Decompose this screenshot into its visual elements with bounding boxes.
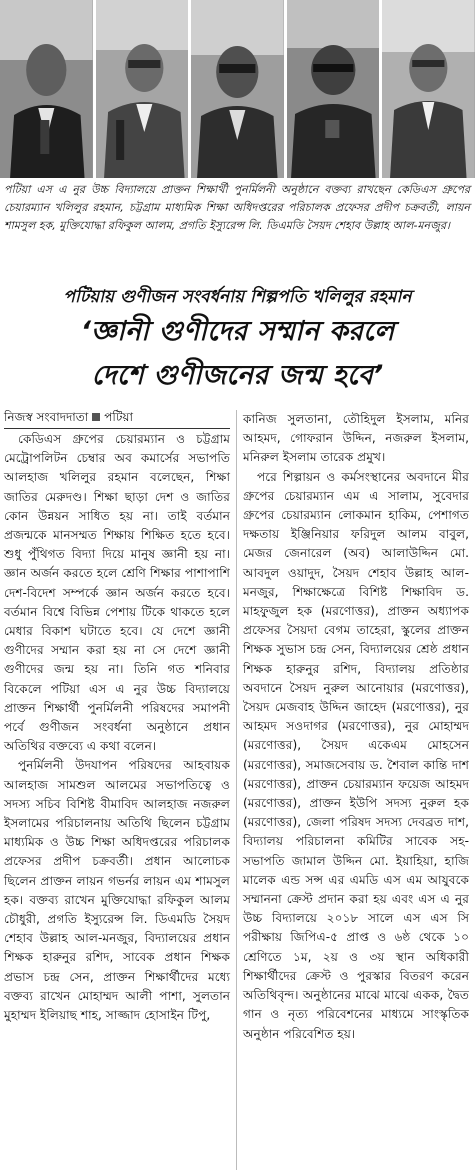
photo-speaker-2	[96, 0, 189, 178]
kicker-headline: পটিয়ায় গুণীজন সংবর্ধনায় শিল্পপতি খলিলুর রহমান	[63, 287, 412, 307]
photo-speaker-3	[191, 0, 284, 178]
article-paragraph: পুনর্মিলনী উদযাপন পরিষদের আহবায়ক আলহাজ সামশুল আলমের সভাপতিত্বে ও সদস্য সচিব বিশিষ্ট বীমাবিদ আলহাজ নজরুল ইসলামের পরিচালনায় অতিথি ছিলেন চট্টগ্রাম মাধ্যমিক ও উচ্চ শিক্ষা অধিদপ্তরের পরিচালক প্রফেসর প্রদীপ চক্রবর্তী। প্রধান আলোচক ছিলেন প্রাক্তন লায়ন গভর্নর লায়ন এম শামসুল হক। বক্তব্য রাখেন মুক্তিযোদ্ধা রফিকুল আলম চৌধুরী, প্রগতি ইস্যুরেন্স লি. ডিএমডি সৈয়দ শেহাব উল্লাহ আল-মনজুর, বিদ্যালয়ের প্রধান শিক্ষক হারুনুর রশিদ, সাবেক প্রধান শিক্ষক প্রভাস চন্দ্র সেন, প্রাক্তন শিক্ষার্থীদের মধ্যে বক্তব্য রাখেন মোহাম্মদ আলী পাশা, সুলতান মুহাম্মদ ইলিয়াছ শাহ, সাজ্জাদ হোসাইন টিপু,	[4, 758, 230, 1023]
byline-reporter: নিজস্ব সংবাদদাতা	[4, 410, 89, 424]
main-headline	[0, 310, 475, 398]
article-paragraph: পরে শিল্পায়ন ও কর্মসংস্থানের অবদানে মীর গ্রুপের চেয়ারম্যান এম এ সালাম, সুবেদার গ্রুপের চেয়ারম্যান লোকমান হাকিম, পেশাগত দক্ষতায় ইঞ্জিনিয়ার ফরিদুল আলম বাবুল, মেজর জেনারেল (অব) আলাউদ্দিন মো. আবদুল ওয়াদুদ, সৈয়দ শেহাব উল্লাহ আল-মনজুর, শিক্ষাক্ষেত্রে বিশিষ্ট শিক্ষাবিদ ড. মাহফুজুল হক (মরণোত্তর), প্রাক্তন অধ্যাপক প্রফেসর সৈয়দা বেগম তাহেরা, স্কুলের প্রাক্তন শিক্ষক সুভাস চন্দ্র সেন, বিদ্যালয়ের শ্রেষ্ঠ প্রধান শিক্ষক হারুনুর রশিদ, বিদ্যালয় প্রতিষ্ঠার অবদানে সৈয়দ নুরুল আনোয়ার (মরণোত্তর), সৈয়দ মেজবাহ উদ্দিন জাহেদ (মরণোত্তর), নুর আহমদ সওদাগর (মরণোত্তর), নুর মোহাম্মদ (মরণোত্তর), সৈয়দ একেএম মোহসেন (মরণোত্তর), সমাজসেবায় ড. শৈবাল কান্তি দাশ (মরণোত্তর), প্রাক্তন চেয়ারম্যান ফয়েজ আহমদ (মরণোত্তর), প্রাক্তন ইউপি সদস্য নুরুল হক (মরণোত্তর), জেলা পরিষদ সদস্য দেবব্রত দাশ, বিদ্যালয় পরিচালনা কমিটির সাবেক সহ-সভাপতি জামাল উদ্দিন মো. ইয়াহিয়া, হাজি মালেক এন্ড সন্স এর এমডি এস এম আযুবকে সম্মাননা ক্রেস্ট প্রদান করা হয় এবং এস এ নুর উচ্চ বিদ্যালয়ে ২০১৮ সালে এস এস সি পরীক্ষায় জিপিএ-৫ প্রাপ্ত ও ৬ষ্ঠ থেকে ১০ শ্রেণিতে ১ম, ২য় ও ৩য় স্থান অধিকারী শিক্ষার্থীদের ক্রেস্ট ও পুরস্কার বিতরণ করেন অতিথিবৃন্দ। অনুষ্ঠানের মাঝে মাঝে একক, দ্বৈত গান ও নৃত্য পরিবেশনের মাধ্যমে সাংস্কৃতিক অনুষ্ঠান পরিবেশিত হয়।	[243, 469, 469, 1041]
photo-speaker-1	[0, 0, 93, 178]
photo-speaker-5	[382, 0, 475, 178]
byline	[4, 409, 230, 429]
headline-line-1: ‘জ্ঞানী গুণীদের সম্মান করলে	[80, 316, 395, 347]
byline-place: পটিয়া	[104, 410, 133, 424]
article-column-right	[243, 410, 469, 1044]
photo-caption: পটিয়া এস এ নুর উচ্চ বিদ্যালয়ে প্রাক্তন শিক্ষার্থী পুনর্মিলনী অনুষ্ঠানে বক্তব্য রাখছেন কেডিএস গ্রুপের চেয়ারম্যান খলিলুর রহমান, চট্টগ্রাম মাধ্যমিক শিক্ষা অধিদপ্তরের পরিচালক প্রফেসর প্রদীপ চক্রবর্তী, লায়ন শামসুল হক, মুক্তিযোদ্ধা রফিকুল আলম, প্রগতি ইস্যুরেন্স লি. ডিএমডি সৈয়দ শেহাব উল্লাহ আল-মনজুর।	[4, 183, 470, 232]
photo-speaker-4	[287, 0, 380, 178]
article-column-left	[4, 430, 230, 1025]
article-paragraph: কেডিএস গ্রুপের চেয়ারম্যান ও চট্টগ্রাম মেট্রোপলিটন চেম্বার অব কমার্সের সভাপতি আলহাজ খলিলুর রহমান বলেছেন, শিক্ষা জাতির মেরুদণ্ড। শিক্ষা ছাড়া দেশ ও জাতির কোন উন্নয়ন সাধিত হয় না। তাই বর্তমান প্রজন্মকে মানসম্মত শিক্ষায় শিক্ষিত হতে হবে। শুধু পুঁথিগত বিদ্যা দিয়ে মানুষ জ্ঞানী হয় না। জ্ঞান অর্জন করতে হলে শ্রেণি শিক্ষার পাশাপাশি দেশ-বিদেশ সম্পর্কে জ্ঞান অর্জন করতে হবে। বর্তমান বিশ্বে বিভিন্ন পেশায় টিকে থাকতে হলে মেধার বিকাশ ঘটাতে হবে। যে দেশে জ্ঞানী গুণীদের সম্মান করা হয় না সে দেশে জ্ঞানী গুণীদের জন্ম হয় না। তিনি গত শনিবার বিকেলে পটিয়া এস এ নুর উচ্চ বিদ্যালয়ে প্রাক্তন শিক্ষার্থী পুনর্মিলনী পরিষদের সমাপনী পর্বে গুণীজন সংবর্ধনা অনুষ্ঠানে প্রধান অতিথির বক্তব্যে এ কথা বলেন।	[4, 432, 230, 754]
photo-strip	[0, 0, 475, 178]
square-bullet-icon	[92, 413, 100, 421]
headline-line-2: দেশে গুণীজনের জন্ম হবে’	[91, 360, 384, 391]
article-paragraph: কানিজ সুলতানা, তৌহিদুল ইসলাম, মনির আহমদ, গোফরান উদ্দিন, নজরুল ইসলাম, মনিরুল ইসলাম তারেক প্রমুখ।	[243, 412, 469, 465]
column-divider	[236, 410, 237, 1170]
